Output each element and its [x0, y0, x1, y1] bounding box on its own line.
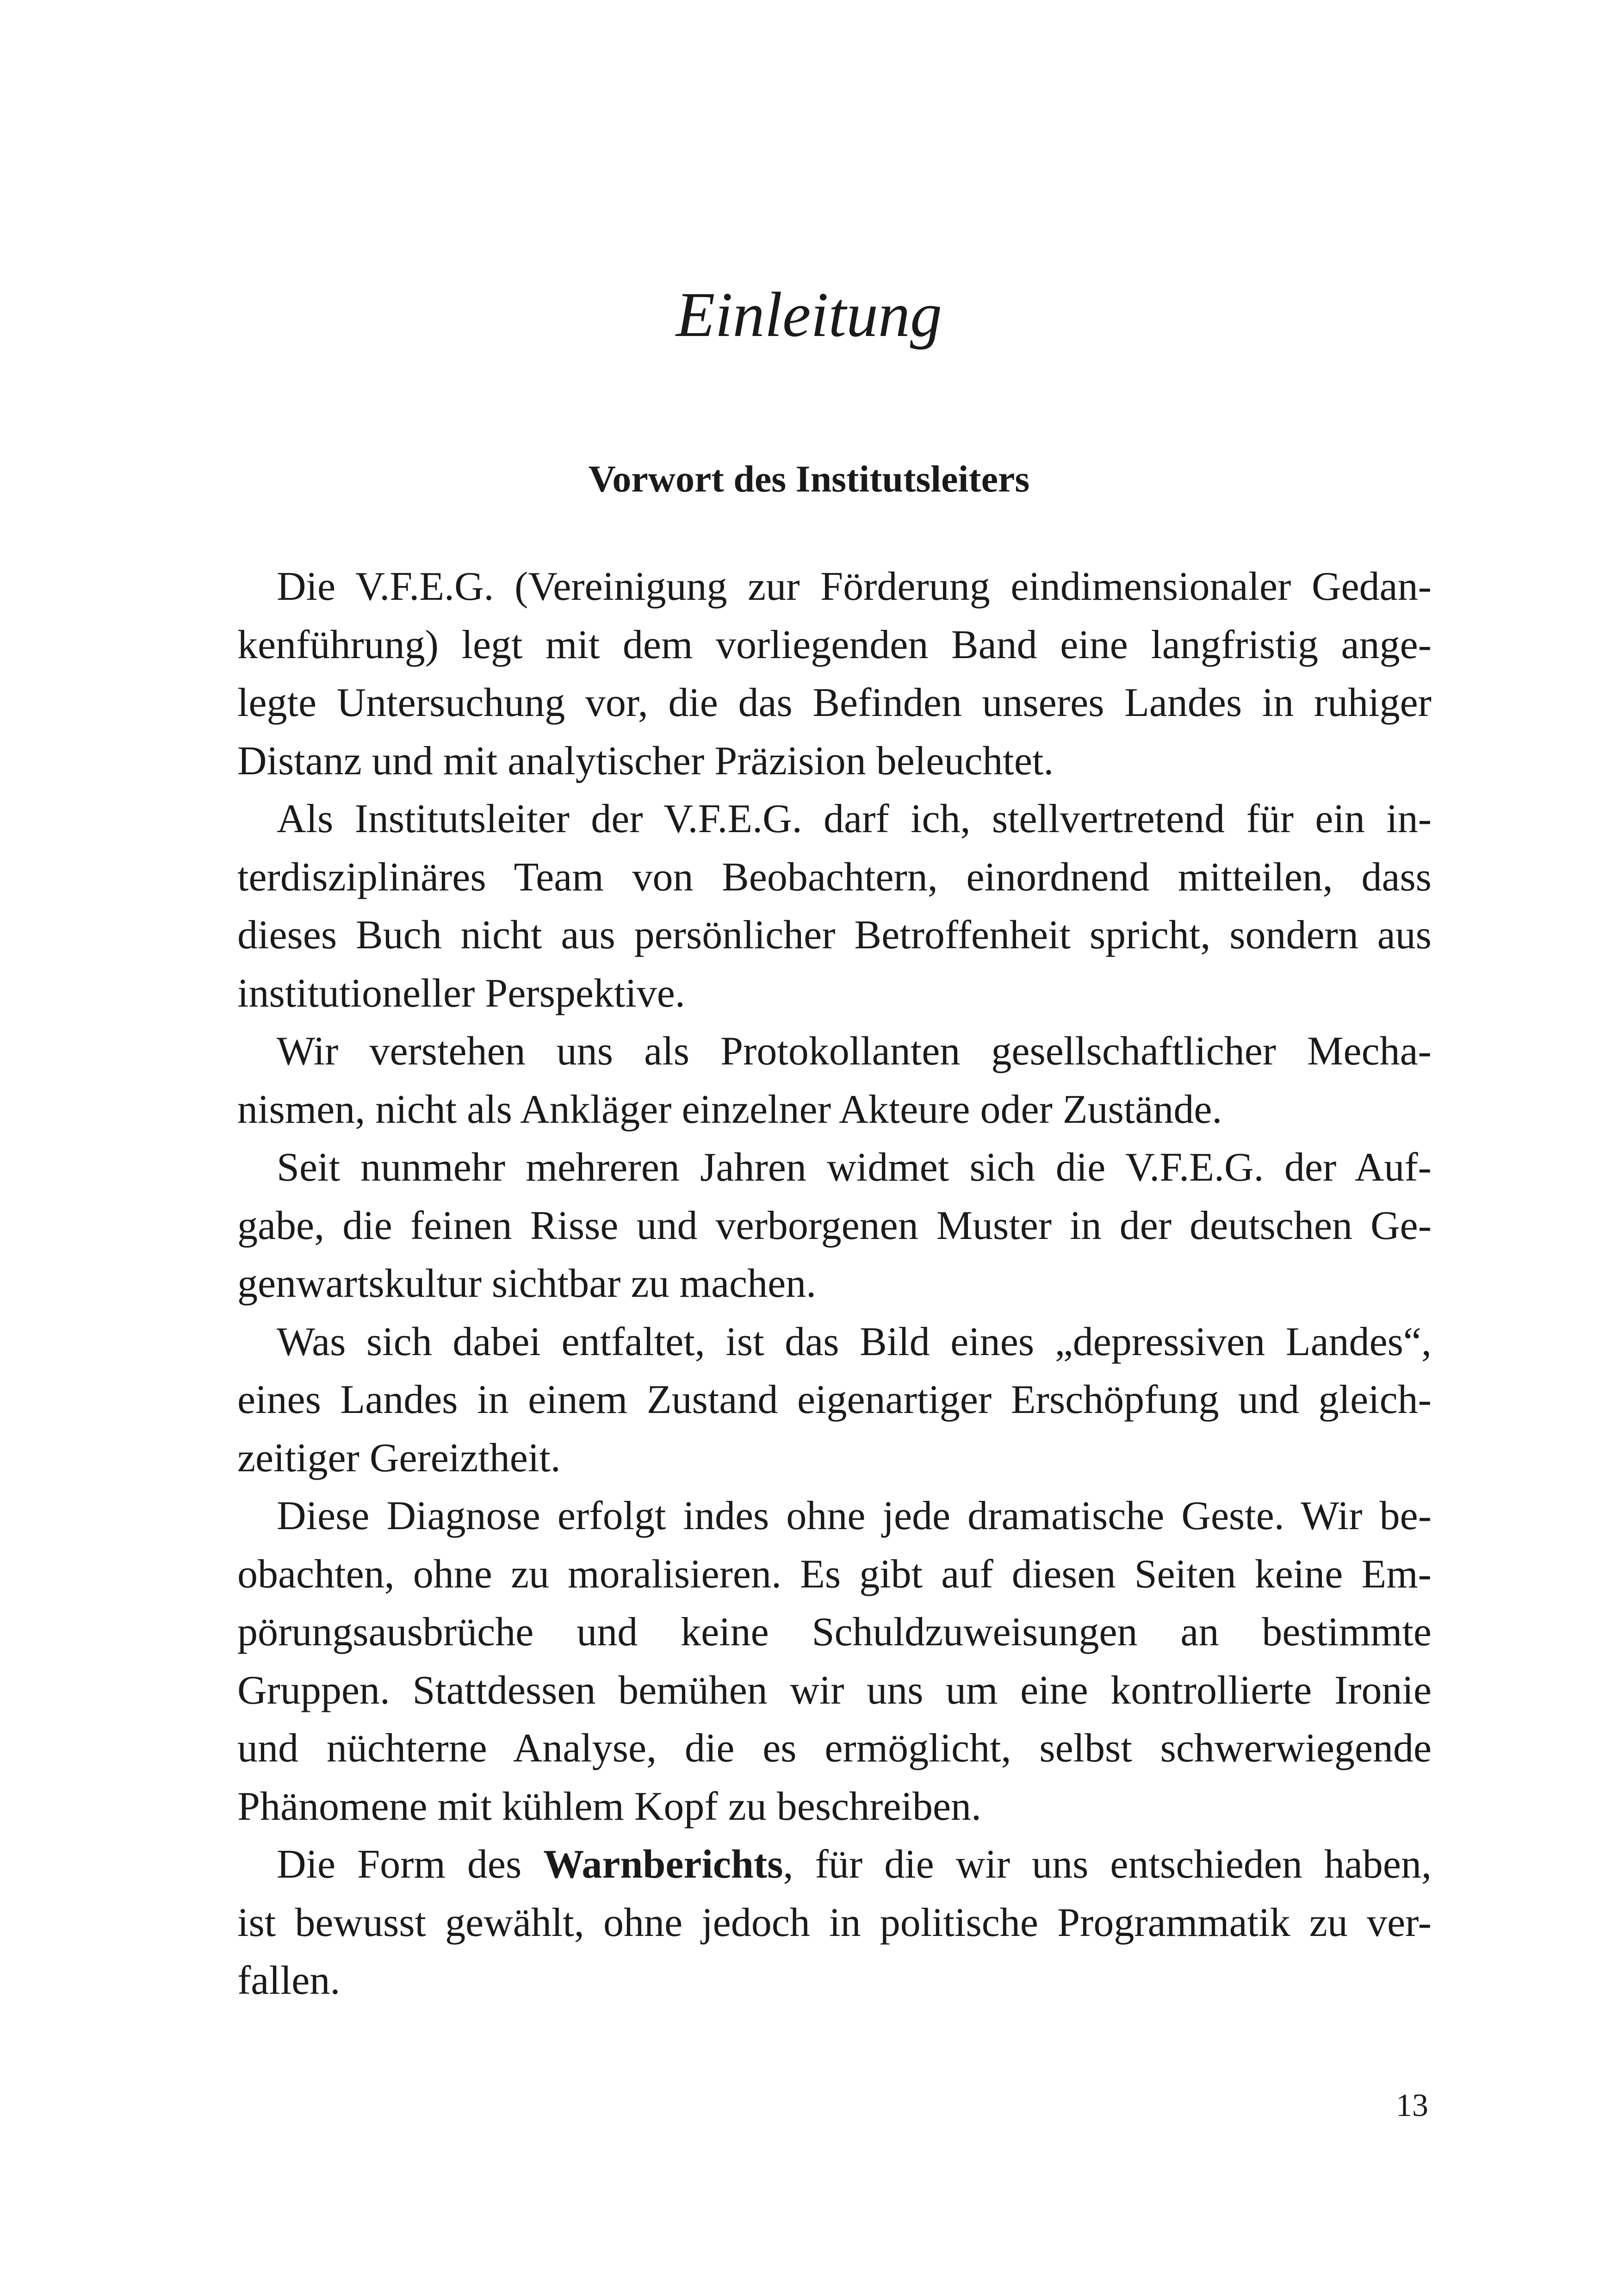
text-line: zeitiger Gereiztheit.: [237, 1435, 561, 1481]
paragraph: [237, 1487, 1432, 1836]
text-line: dieses Buch nicht aus persönlicher Betroffenheit spricht, sondern aus: [237, 913, 1432, 958]
section-title: Vorwort des Institutsleiters: [588, 458, 1030, 500]
text-run: Die Form des: [277, 1842, 544, 1887]
text-line: Wir verstehen uns als Protokollanten gesellschaftlicher Mecha-: [277, 1029, 1432, 1074]
text-line: Distanz und mit analytischer Präzision beleuchtet.: [237, 738, 1054, 784]
text-line: fallen.: [237, 1958, 341, 2003]
text-line: kenführung) legt mit dem vorliegenden Band eine langfristig ange-: [237, 622, 1432, 667]
text-line: Als Institutsleiter der V.F.E.G. darf ich, stellvertretend für ein in-: [277, 796, 1432, 841]
text-run: , für die wir uns entschieden haben,: [783, 1842, 1432, 1887]
body-text: [237, 558, 1432, 2010]
page-number: 13: [1396, 2088, 1428, 2123]
text-line: terdisziplinäres Team von Beobachtern, einordnend mitteilen, dass: [237, 854, 1432, 900]
text-line: obachten, ohne zu moralisieren. Es gibt auf diesen Seiten keine Em-: [237, 1551, 1432, 1597]
text-line: Die V.F.E.G. (Vereinigung zur Förderung eindimensionaler Gedan-: [277, 564, 1432, 609]
text-line: Was sich dabei entfaltet, ist das Bild eines „depressiven Landes“,: [277, 1319, 1432, 1364]
text-line: [237, 1836, 1432, 1894]
paragraph: [237, 790, 1432, 1022]
text-line: Diese Diagnose erfolgt indes ohne jede dramatische Geste. Wir be-: [277, 1493, 1432, 1538]
text-line: pörungsausbrüche und keine Schuldzuweisungen an bestimmte: [237, 1610, 1432, 1655]
emphasis-text: Warnberichts: [543, 1842, 783, 1887]
paragraph: [237, 1022, 1432, 1139]
paragraph: [237, 1836, 1432, 2010]
text-line: legte Untersuchung vor, die das Befinden unseres Landes in ruhiger: [237, 680, 1432, 725]
text-line: eines Landes in einem Zustand eigenartiger Erschöpfung und gleich-: [237, 1377, 1432, 1422]
text-line: institutioneller Perspektive.: [237, 971, 685, 1016]
text-line: Phänomene mit kühlem Kopf zu beschreiben.: [237, 1784, 982, 1829]
paragraph: [237, 558, 1432, 790]
paragraph: [237, 1139, 1432, 1313]
text-line: ist bewusst gewählt, ohne jedoch in politische Programmatik zu ver-: [237, 1900, 1432, 1945]
text-line: Gruppen. Stattdessen bemühen wir uns um eine kontrollierte Ironie: [237, 1668, 1432, 1713]
chapter-title: Einleitung: [676, 279, 942, 350]
text-line: gabe, die feinen Risse und verborgenen Muster in der deutschen Ge-: [237, 1203, 1432, 1248]
paragraph: [237, 1313, 1432, 1487]
text-line: Seit nunmehr mehreren Jahren widmet sich die V.F.E.G. der Auf-: [277, 1145, 1432, 1190]
text-line: und nüchterne Analyse, die es ermöglicht, selbst schwerwiegende: [237, 1726, 1432, 1771]
text-line: nismen, nicht als Ankläger einzelner Akteure oder Zustände.: [237, 1087, 1222, 1132]
text-line: genwartskultur sichtbar zu machen.: [237, 1261, 817, 1306]
